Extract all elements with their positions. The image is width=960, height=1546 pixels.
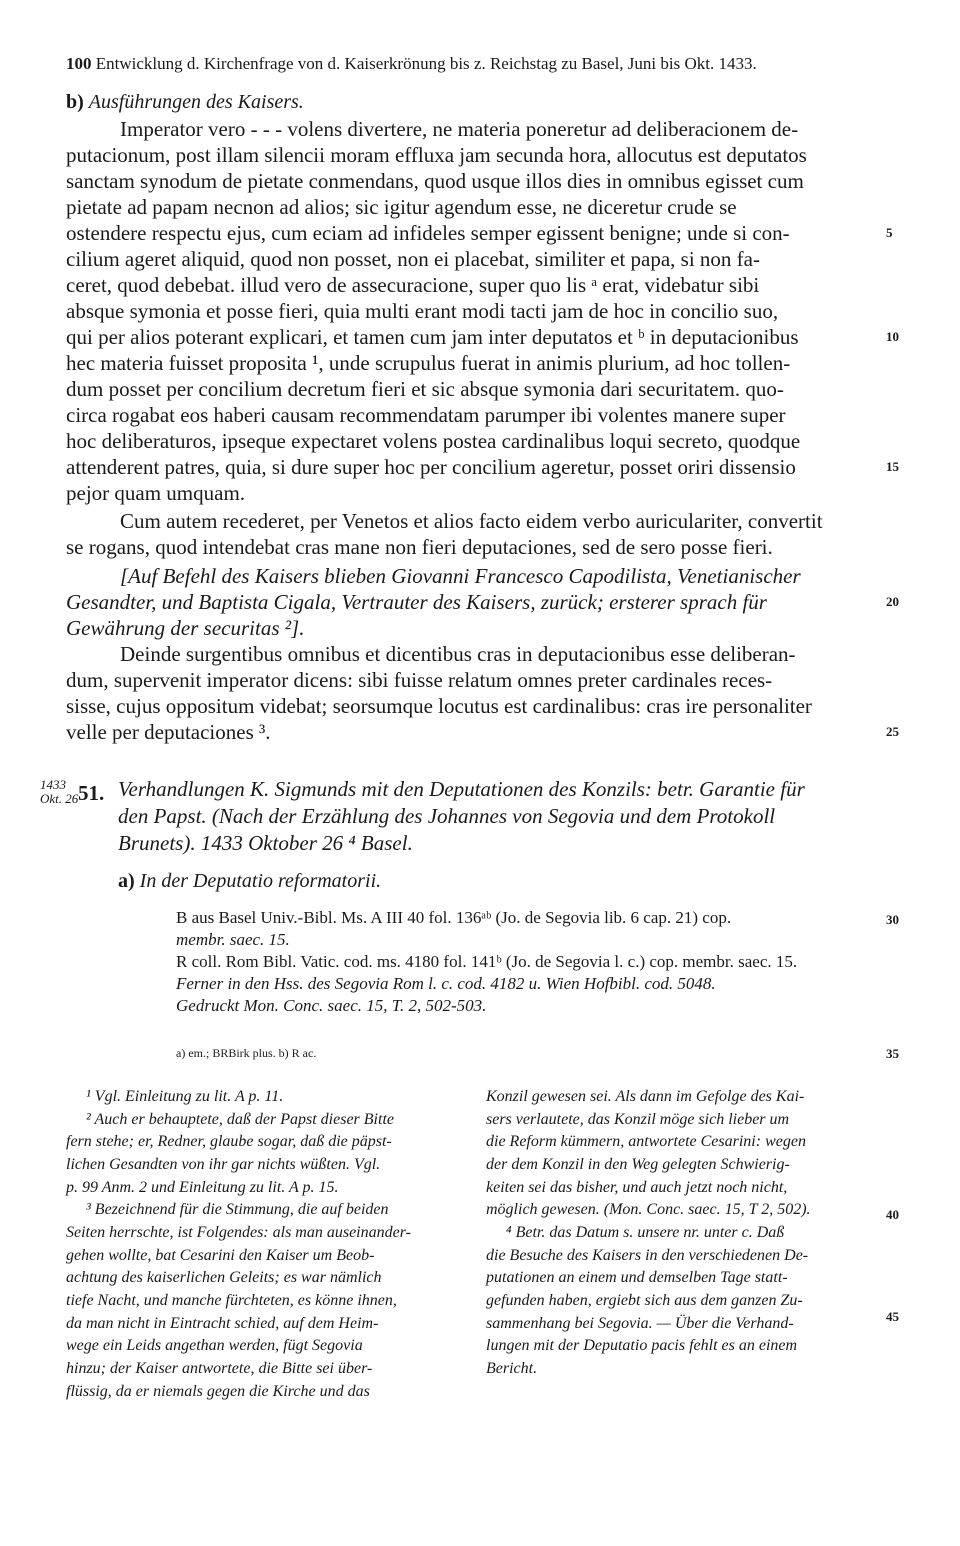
footnote-line: flüssig, da er niemals gegen die Kirche und das — [66, 1383, 370, 1400]
line-number: 10 — [886, 329, 899, 344]
footnote-line: lungen mit der Deputatio pacis fehlt es an einem — [486, 1337, 798, 1354]
body-line: sanctam synodum de pietate conmendans, quod usque illos dies in omnibus egisset cum — [66, 169, 804, 193]
body-line: sisse, cujus oppositum videbat; seorsumque locutus est cardinalibus: cras ire personaliter — [66, 694, 812, 718]
footnote-line: lichen Gesandten von ihr gar nichts wüßten. Vgl. — [66, 1156, 381, 1173]
body-line: ostendere respectu ejus, cum eciam ad infideles semper egissent benigne; unde si con- — [66, 221, 790, 245]
body-line: dum, supervenit imperator dicens: sibi fuisse relatum omnes preter cardinales reces- — [66, 668, 773, 692]
running-header — [66, 54, 757, 74]
footnote-line: Konzil gewesen sei. Als dann im Gefolge des Kai- — [486, 1088, 805, 1105]
footnote-line: Bericht. — [486, 1360, 538, 1377]
footnote-line: ³ Bezeichnend für die Stimmung, die auf beiden — [86, 1201, 389, 1218]
body-line: putacionum, post illam silencii moram effluxa jam secunda hora, allocutus est deputatos — [66, 143, 807, 167]
footnote-line: ¹ Vgl. Einleitung zu lit. A p. 11. — [86, 1088, 284, 1105]
footnote-line: hinzu; der Kaiser antwortete, die Bitte sei über- — [66, 1360, 373, 1377]
footnote-line: da man nicht in Eintracht schied, auf dem Heim- — [66, 1315, 379, 1332]
body-line: qui per alios poterant explicari, et tamen cum jam inter deputatos et ᵇ in deputacionibus — [66, 325, 799, 349]
body-line: ceret, quod debebat. illud vero de assecuracione, super quo lis ᵃ erat, videbatur sibi — [66, 273, 760, 297]
line-number: 30 — [886, 912, 899, 927]
body-line: velle per deputaciones ³. — [66, 720, 271, 744]
section-b-title: Ausführungen des Kaisers. — [88, 91, 304, 113]
footnote-line: sers verlautete, das Konzil möge sich lieber um — [486, 1111, 790, 1128]
body-line: pietate ad papam necnon ad alios; sic igitur agendum esse, ne diceretur crude se — [66, 195, 737, 219]
source-line: R coll. Rom Bibl. Vatic. cod. ms. 4180 fol. 141ᵇ (Jo. de Segovia l. c.) cop. membr. saec. 15. — [176, 952, 798, 971]
line-number: 15 — [886, 459, 899, 474]
footnote-line: fern stehe; er, Redner, glaube sogar, daß die päpst- — [66, 1133, 392, 1150]
margin-date-day: Okt. 26 — [40, 791, 79, 806]
footnote-line: gehen wollte, bat Cesarini den Kaiser um Beob- — [66, 1247, 375, 1264]
footnote-line: wege ein Leids angethan werden, fügt Segovia — [66, 1337, 363, 1354]
footnote-line: sammenhang bei Segovia. — Über die Verhand- — [486, 1315, 794, 1332]
body-line-german: [Auf Befehl des Kaisers blieben Giovanni Francesco Capodilista, Venetianischer — [120, 564, 801, 588]
body-line: cilium ageret aliquid, quod non posset, non ei placebat, similiter et papa, si non fa- — [66, 247, 760, 271]
page-number: 100 — [66, 54, 92, 73]
line-number: 35 — [886, 1046, 899, 1061]
section-b-label: b) — [66, 91, 84, 113]
body-line: Cum autem recederet, per Venetos et alios facto eidem verbo auriculariter, convertit — [120, 509, 823, 533]
body-line: pejor quam umquam. — [66, 481, 246, 505]
line-number: 20 — [886, 594, 899, 609]
body-line: Deinde surgentibus omnibus et dicentibus cras in deputacionibus esse deliberan- — [120, 642, 796, 666]
body-line: Imperator vero - - - volens divertere, ne materia poneretur ad deliberacionem de- — [120, 117, 799, 141]
footnote-line: Seiten herrschte, ist Folgendes: als man auseinander- — [66, 1224, 411, 1241]
body-line: hec materia fuisset proposita ¹, unde scrupulus fuerat in animis plurium, ad hoc tollen- — [66, 351, 791, 375]
footnote-line: keiten sei das bisher, und auch jetzt noch nicht, — [486, 1179, 788, 1196]
source-line: membr. saec. 15. — [176, 930, 290, 949]
footnote-line: ⁴ Betr. das Datum s. unsere nr. unter c. Daß — [506, 1224, 785, 1241]
section-title-line: Verhandlungen K. Sigmunds mit den Deputationen des Konzils: betr. Garantie für — [118, 777, 805, 801]
line-number: 40 — [886, 1207, 899, 1222]
footnote-line: möglich gewesen. (Mon. Conc. saec. 15, T 2, 502). — [486, 1201, 811, 1218]
line-number: 25 — [886, 724, 899, 739]
footnote-line: tiefe Nacht, und manche fürchteten, es könne ihnen, — [66, 1292, 397, 1309]
section-title-line: den Papst. (Nach der Erzählung des Johannes von Segovia und dem Protokoll — [118, 804, 776, 828]
source-line: B aus Basel Univ.-Bibl. Ms. A III 40 fol. 136ᵃᵇ (Jo. de Segovia lib. 6 cap. 21) cop. — [176, 908, 732, 927]
footnote-line: p. 99 Anm. 2 und Einleitung zu lit. A p. 15. — [66, 1179, 339, 1196]
body-line: circa rogabat eos haberi causam recommendatam parumper ibi volentes manere super — [66, 403, 786, 427]
footnote-line: der dem Konzil in den Weg gelegten Schwierig- — [486, 1156, 790, 1173]
section-a-label: a) — [118, 870, 135, 892]
footnote-line: ² Auch er behauptete, daß der Papst dieser Bitte — [86, 1111, 394, 1128]
section-number: 51. — [78, 781, 105, 805]
body-line-german: Gesandter, und Baptista Cigala, Vertrauter des Kaisers, zurück; ersterer sprach für — [66, 590, 767, 614]
footnote-line: die Reform kümmern, antwortete Cesarini: wegen — [486, 1133, 806, 1150]
margin-date-year: 1433 — [40, 777, 66, 792]
footnote-line: gefunden haben, ergiebt sich aus dem ganzen Zu- — [486, 1292, 803, 1309]
section-b-heading — [66, 91, 304, 114]
body-line: attenderent patres, quia, si dure super hoc per concilium ageretur, posset oriri dissensio — [66, 455, 796, 479]
footnote-line: putationen an einem und demselben Tage statt- — [486, 1269, 788, 1286]
running-title: Entwicklung d. Kirchenfrage von d. Kaiserkrönung bis z. Reichstag zu Basel, Juni bis Okt. 1433. — [95, 54, 757, 73]
line-number: 5 — [886, 225, 893, 240]
footnote-line: die Besuche des Kaisers in den verschiedenen De- — [486, 1247, 809, 1264]
body-line: absque symonia et posse fieri, quia multi erant modi tacti jam de hoc in concilio suo, — [66, 299, 779, 323]
section-title-line: Brunets). 1433 Oktober 26 ⁴ Basel. — [118, 831, 413, 855]
source-line: Ferner in den Hss. des Segovia Rom l. c. cod. 4182 u. Wien Hofbibl. cod. 5048. — [176, 974, 716, 993]
body-line-german: Gewährung der securitas ²]. — [66, 616, 305, 640]
line-number: 45 — [886, 1309, 899, 1324]
body-line: dum posset per concilium decretum fieri et sic absque symonia dari securitatem. quo- — [66, 377, 784, 401]
variant-apparatus: a) em.; BRBirk plus. b) R ac. — [176, 1046, 317, 1060]
body-line: se rogans, quod intendebat cras mane non fieri deputaciones, sed de sero posse fieri. — [66, 535, 773, 559]
section-a-heading — [118, 870, 381, 893]
footnote-line: achtung des kaiserlichen Geleits; es war nämlich — [66, 1269, 382, 1286]
source-line: Gedruckt Mon. Conc. saec. 15, T. 2, 502-503. — [176, 996, 487, 1015]
body-line: hoc deliberaturos, ipseque expectaret volens postea cardinalibus loqui secreto, quodque — [66, 429, 801, 453]
section-a-title: In der Deputatio reformatorii. — [139, 870, 382, 892]
